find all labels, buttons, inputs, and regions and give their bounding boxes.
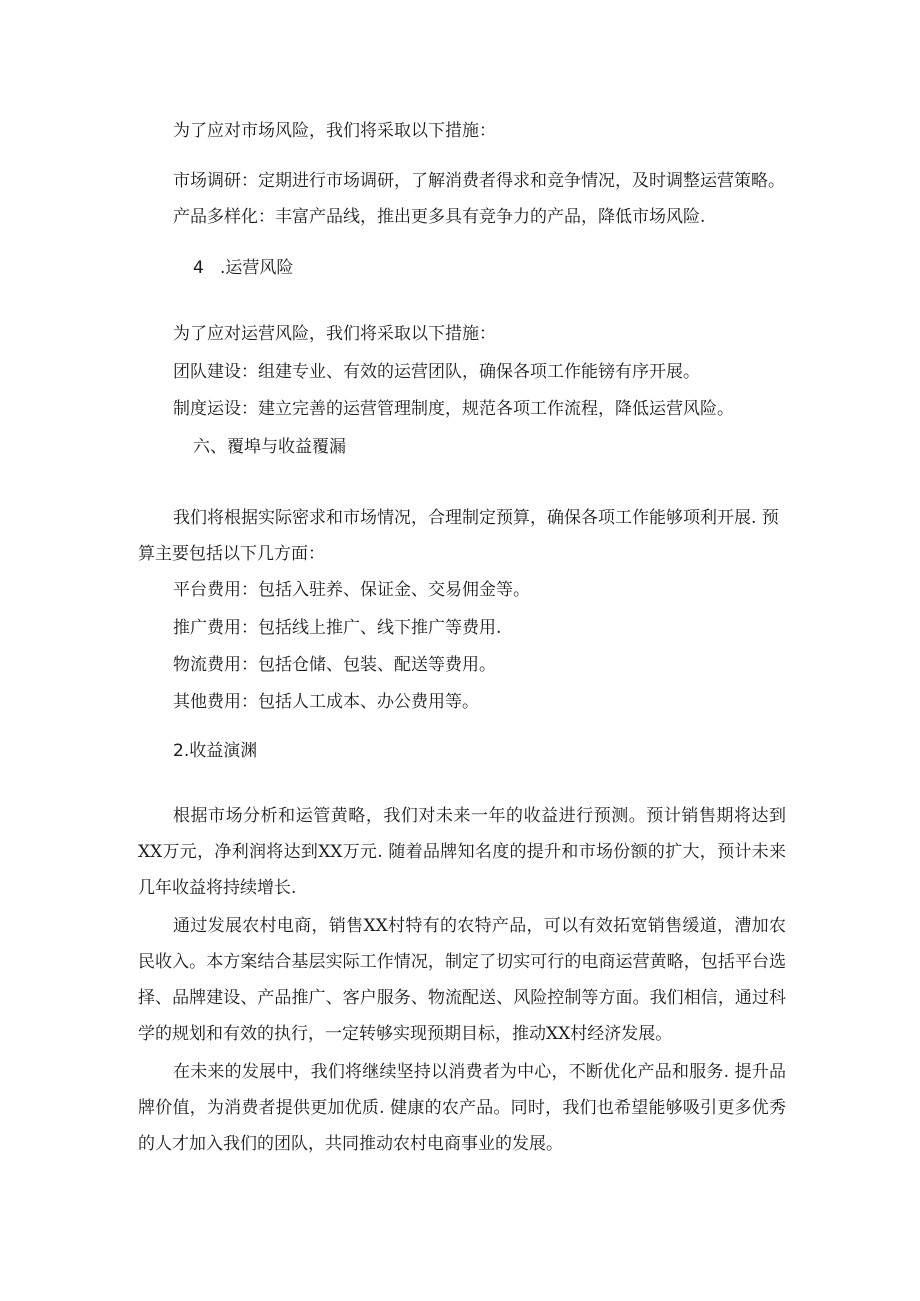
rural-ecommerce-paragraph: 通过发展农村电商，销售XX村特有的农特产品，可以有效拓宽销售缓道，漕加农民收入。本方案结合基层实际工作情况，制定了切实可行的电商运营黄略，包括平台选择、品牌建设、产品推广、客户服务、物流配送、风险控制等方面。我们相信，通过科学的规划和有效的执行，一定转够实现预期目标，推动XX村经济发展。: [138, 916, 786, 1044]
market-research-item: 市场调研：定期进行市场调研，了解消费者得求和竞争情况，及时调整运营策略。: [173, 171, 785, 191]
revenue-forecast-paragraph: 根据市场分析和运管黄略，我们对未来一年的收益进行预测。预计销售期将达到XX万元，净利润将达到XX万元. 随着品牌知名度的提升和市场份额的扩大，预计未来几年收益将持续增长.: [138, 806, 786, 898]
product-diversification-item: 产品多样化：丰富产品线，推出更多具有竞争力的产品，降低市场风险.: [173, 207, 706, 227]
budget-item-promotion: 推广费用：包括线上推广、线下推广等费用.: [173, 618, 502, 638]
budget-intro-line-2: 算主要包括以下几方面：: [138, 544, 325, 564]
budget-intro-line-1: 我们将根据实际密求和市场情况，合理制定预算，确保各项工作能够项利开展. 预: [173, 508, 779, 528]
system-building-item: 制度运设：建立完善的运营管理制度，规范各项工作流程，降低运营风险。: [173, 399, 734, 419]
budget-item-platform: 平台费用：包括入驻养、保证金、交易佣金等。: [173, 580, 530, 600]
section-six-heading: 六、覆埠与收益覆漏: [193, 437, 346, 457]
market-risk-intro: 为了应对市场风险，我们将采取以下措施：: [173, 121, 496, 141]
team-building-item: 团队建设：组建专业、有效的运营团队，确保各项工作能镑有序开展。: [173, 362, 700, 382]
revenue-body: [138, 798, 786, 1162]
ops-risk-intro: 为了应对运营风险，我们将采取以下措施：: [173, 324, 496, 344]
revenue-heading: 2.收益演渊: [173, 741, 258, 761]
budget-item-logistics: 物流费用：包括仓储、包装、配送等费用。: [173, 655, 496, 675]
future-development-paragraph: 在未来的发展中，我们将继续坚持以消费者为中心，不断优化产品和服务. 提升品牌价值，为消费者提供更加优质. 健康的农产品。同时，我们也希望能够吸引更多优秀的人才加入我们的团队，共同推动农村电商事业的发展。: [138, 1062, 786, 1154]
ops-risk-heading: 4 .运营风险: [193, 258, 294, 278]
budget-item-other: 其他费用：包括人工成本、办公费用等。: [173, 692, 479, 712]
